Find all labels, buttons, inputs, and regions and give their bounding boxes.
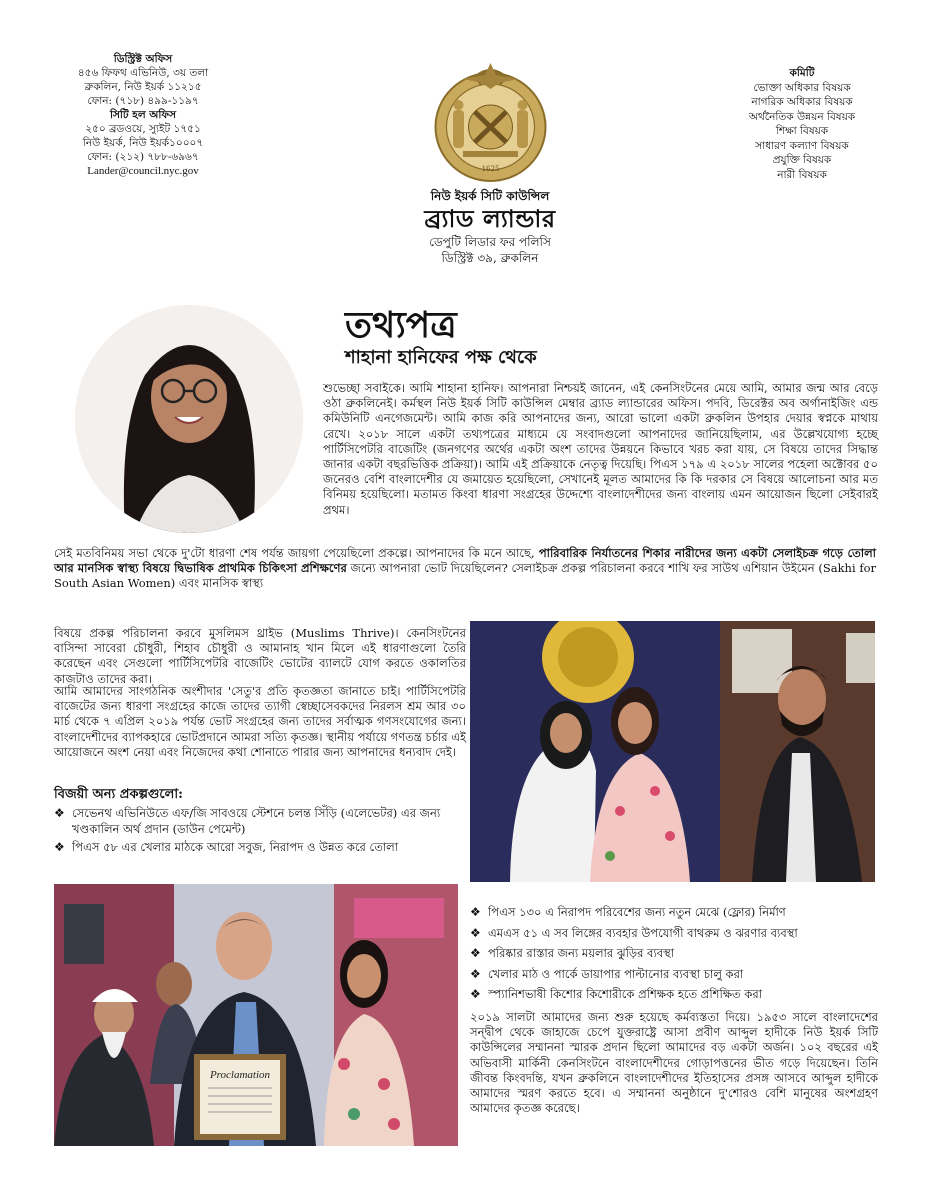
list-item-text: সেভেনথ এভিনিউতে এফ/জি সাবওয়ে স্টেশনে চলন্ত সিঁড়ি (এলেভেটর) এর জন্য খণ্ডকালিন অর্থ প্রদান (ডাউন পেমেন্ট)	[72, 806, 441, 836]
city-hall-label: সিটি হল অফিস	[109, 109, 177, 121]
list-item	[470, 905, 880, 921]
committee-item: নাগরিক অধিকার বিষয়ক	[751, 96, 853, 108]
diamond-bullet-icon: ❖	[54, 840, 65, 854]
author-portrait	[75, 305, 303, 533]
projects-paragraph	[54, 546, 876, 592]
portrait-graphic	[75, 305, 303, 533]
committee-label: কমিটি	[789, 67, 815, 79]
committee-item: নারী বিষয়ক	[777, 168, 827, 181]
city-hall-address-line: ২৫০ ব্রডওয়ে, স্যুইট ১৭৫১	[85, 123, 201, 135]
page-title: তথ্যপত্র	[345, 304, 457, 346]
committee-item: শিক্ষা বিষয়ক	[775, 125, 829, 137]
projects-text: সেই মতবিনিময় সভা থেকে দু'টো ধারণা শেষ পর্যন্ত জায়গা পেয়েছিলো প্রকল্পে। আপনাদের কি মনে আছে,	[54, 546, 539, 560]
committee-item: ভোক্তা অধিকার বিষয়ক	[753, 81, 851, 94]
list-item	[470, 967, 880, 983]
list-item-text: স্প্যানিশভাষী কিশোর কিশোরীকে প্রশিক্ষক হতে প্রশিক্ষিত করা	[488, 987, 763, 1001]
organizations-paragraph: বিষয়ে প্রকল্প পরিচালনা করবে মুসলিমস থ্রাইভ (Muslims Thrive)। কেনসিংটনের বাসিন্দা সাবেরা চৌধুরী, শিহাব চৌধুরী ও আমানাহ খান মিলে এই ধারণাগুলো তৈরি করেছেন এবং সেগুলো পার্টিসিপেটরি বাজেটিং ভোটের ব্যালটে যোগ করতে ওকালতির কাজটাও তাদের করা।	[54, 626, 466, 686]
diamond-bullet-icon: ❖	[470, 925, 481, 940]
member-name: ব্র্যাড ল্যান্ডার	[424, 204, 556, 233]
award-photo-graphic	[54, 884, 458, 1146]
page-subtitle: শাহানা হানিফের পক্ষ থেকে	[345, 347, 537, 368]
committee-item: প্রযুক্তি বিষয়ক	[772, 154, 832, 166]
member-role: ডেপুটি লিডার ফর পলিসি	[429, 235, 551, 249]
diamond-bullet-icon: ❖	[470, 966, 481, 981]
committee-item: অর্থনৈতিক উন্নয়ন বিষয়ক	[748, 110, 856, 123]
list-item	[470, 987, 880, 1003]
city-hall-phone: ফোন: (২১২) ৭৮৮-৬৯৬৭	[87, 151, 199, 163]
proclamation-text: Proclamation	[209, 1069, 271, 1081]
diamond-bullet-icon: ❖	[54, 806, 65, 820]
district-office-label: ডিস্ট্রিক্ট অফিস	[113, 53, 173, 65]
city-hall-address-line: নিউ ইয়র্ক, নিউ ইয়র্ক১০০০৭	[82, 137, 204, 149]
seal-year: 1625	[481, 165, 500, 173]
list-item-text: এমএস ৫১ এ সব লিঙ্গের ব্যবহার উপযোগী বাথরুম ও ঝরণার ব্যবস্থা	[488, 925, 798, 940]
list-item	[54, 840, 466, 856]
award-photo	[54, 884, 458, 1146]
winners-list-left	[54, 806, 466, 859]
winners-heading: বিজয়ী অন্য প্রকল্পগুলো:	[54, 787, 183, 802]
projects-text: জন্যে আপনারা ভোট দিয়েছিলেন? সেলাইচক্র প্রকল্প পরিচালনা করবে শাখি ফর সাউথ এশিয়ান উইমেন (Sakhi for South Asian Women) এবং মানসিক স্বাস্থ্য	[54, 561, 876, 591]
diamond-bullet-icon: ❖	[470, 946, 481, 960]
email-address: Lander@council.nyc.gov	[87, 165, 199, 177]
member-district: ডিস্ট্রিক্ট ৩৯, ব্রুকলিন	[441, 251, 539, 265]
city-seal	[433, 55, 548, 183]
list-item	[470, 946, 880, 962]
group-photo	[470, 621, 875, 882]
diamond-bullet-icon: ❖	[470, 905, 481, 919]
list-item-text: পরিষ্কার রাস্তার জন্য ময়লার ঝুড়ির ব্যবস্থা	[488, 946, 675, 960]
list-item-text: পিএস ৫৮ এর খেলার মাঠকে আরো সবুজ, নিরাপদ ও উন্নত করে তোলা	[72, 840, 399, 854]
winners-list-right	[470, 905, 880, 1008]
list-item-text: খেলার মাঠ ও পার্কে ডায়াপার পাল্টানোর ব্যবস্থা চালু করা	[488, 966, 744, 981]
award-paragraph: ২০১৯ সালটা আমাদের জন্য শুরু হয়েছে কর্মব্যস্ততা দিয়ে। ১৯৫৩ সালে বাংলাদেশের সন্দ্বীপ থেকে জাহাজে চেপে যুক্তরাষ্ট্রে আসা প্রবীণ আব্দুল হাদীকে নিউ ইয়র্ক সিটি কাউন্সিলের সম্মাননা স্মারক প্রদান ছিলো আমাদের বড় একটা অর্জন। ১০২ বছরের এই অভিবাসী মার্কিনী কেনসিংটনে বাংলাদেশীদের গোড়াপত্তনের ভীত গড়ে দিয়েছেন। তিনি জীবন্ত কিংবদন্তি, যখন ব্রুকলিনে বাংলাদেশীদের ইতিহাসের প্রসঙ্গ আসবে আব্দুল হাদীকে আমাদের স্মরণ করতে হবে। এ সম্মাননা অনুষ্ঠানে দু'শোরও বেশি মানুষের অংশগ্রহণ আমাদের কৃতজ্ঞ করেছে।	[470, 1010, 878, 1116]
projects-highlight: পারিবারিক নির্যাতনের শিকার নারীদের জন্য একটা সেলাইচক্র গড়ে তোলা আর মানসিক স্বাস্থ্য বিষয়ে দ্বিভাষিক প্রাথমিক চিকিৎসা প্রশিক্ষণের	[54, 546, 876, 576]
district-phone: ফোন: (৭১৮) ৪৯৯-১১৯৭	[87, 95, 199, 107]
district-office-block	[58, 52, 228, 178]
list-item	[54, 806, 466, 837]
seal-graphic	[433, 55, 548, 183]
intro-paragraph: শুভেচ্ছা সবাইকে। আমি শাহানা হানিফ। আপনারা নিশ্চয়ই জানেন, এই কেনসিংটনের মেয়ে আমি, আমার জন্ম আর বেড়ে ওঠা ব্রুকলিনেই। কর্মস্থল নিউ ইয়র্ক সিটি কাউন্সিল মেম্বার ব্র্যাড ল্যান্ডারের অফিস। পদবি, ডিরেক্টর অব অর্গানাইজিং এন্ড কমিউনিটি এনগেজমেন্ট। আমি কাজ করি আপনাদের জন্য, আরো ভালো একটা ব্রুকলিন উপহার দেয়ার স্বপ্নকে মাথায় রেখে। ২০১৮ সালে একটা তথ্যপত্রের মাধ্যমে যে সংবাদগুলো আপনাদের জানিয়েছিলাম, এর উল্লেখযোগ্য হচ্ছে পার্টিসিপেটরি বাজেটিং (জনগণের অর্থের একটা অংশ তাদের উন্নয়নে কিভাবে খরচ করা যায়, সে বিষয়ে তাদের সিদ্ধান্ত জানার একটা বছরভিত্তিক প্রক্রিয়া)। আমি এই প্রক্রিয়াকে নেতৃত্ব দিয়েছি। পিএস ১৭৯ এ ২০১৮ সালের পহেলা অক্টোবর ৫০ জনেরও বেশি বাংলাদেশীর যে জমায়েত হয়েছিলো, সেখানেই মূলত আমাদের কি কি দরকার সে বিষয়ে আলোচনা আর মত বিনিময় হয়েছিলো। মতামত কিংবা ধারণা সংগ্রহের উদ্দেশ্যে বাংলাদেশীদের জন্য বাংলায় এমন আয়োজন ছিলো সেইবারই প্রথম।	[323, 381, 878, 517]
diamond-bullet-icon: ❖	[470, 987, 481, 1001]
district-address-line: ৪৫৬ ফিফথ এভিনিউ, ৩য় তলা	[77, 67, 209, 79]
district-address-line: ব্রুকলিন, নিউ ইয়র্ক ১১২১৫	[84, 81, 202, 93]
list-item-text: পিএস ১৩০ এ নিরাপদ পরিবেশের জন্য নতুন মেঝে (ফ্লোর) নির্মাণ	[488, 905, 786, 919]
committee-item: সাধারণ কল্যাণ বিষয়ক	[755, 139, 849, 152]
committee-block	[712, 66, 892, 182]
council-name: নিউ ইয়র্ক সিটি কাউন্সিল	[430, 189, 550, 203]
council-member-block	[380, 188, 600, 266]
gratitude-paragraph: আমি আমাদের সাংগঠনিক অংশীদার 'সেতু'র প্রতি কৃতজ্ঞতা জানাতে চাই। পার্টিসিপেটরি বাজেটের জন্য ধারণা সংগ্রহের কাজে তাদের ত্যাগী স্বেচ্ছাসেবকদের নিরলস শ্রম আর ৩০ মার্চ থেকে ৭ এপ্রিল ২০১৯ পর্যন্ত ভোট সংগ্রহের জন্য তাদের সর্বাত্মক গণসংযোগের জন্য। বাংলাদেশীদের ব্যাপকহারে ভোটপ্রদানে আমরা সত্যি কৃতজ্ঞ। স্থানীয় পর্যায়ে গণতন্ত্র চর্চার এই আয়োজনে অংশ নেয়া এবং নিজেদের কথা শোনাতে পারার জন্য আপনাদের ধন্যবাদ দেই।	[54, 684, 466, 759]
group-photo-graphic	[470, 621, 875, 882]
list-item	[470, 926, 880, 942]
